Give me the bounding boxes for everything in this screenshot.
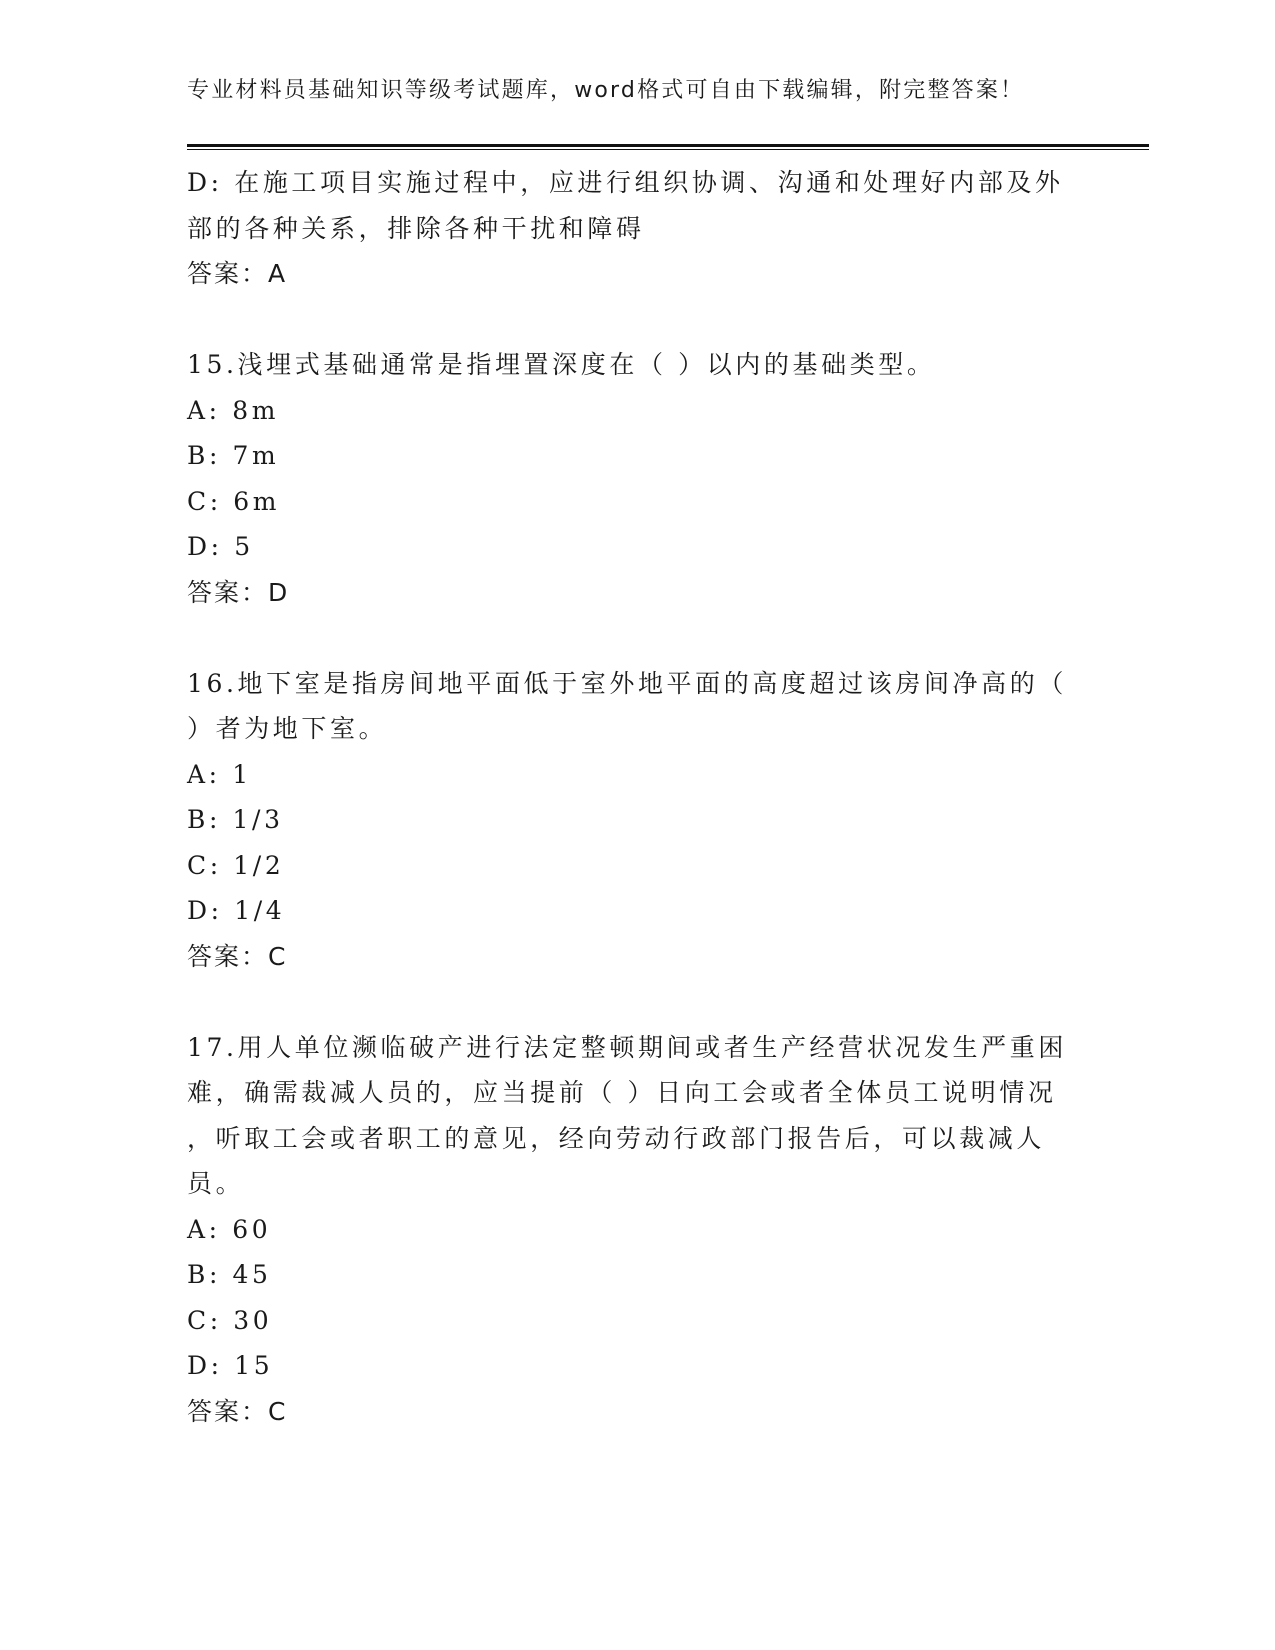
option-a: A: 8m xyxy=(187,395,280,425)
spacer xyxy=(187,297,1067,343)
option-b: B: 7m xyxy=(187,441,280,470)
question-16 xyxy=(187,661,1067,980)
header-divider-thick xyxy=(187,144,1149,147)
question-stem: 16.地下室是指房间地平面低于室外地平面的高度超过该房间净高的（ xyxy=(187,668,1067,698)
answer-line: 答案：A xyxy=(187,259,288,288)
question-stem: 17.用人单位濒临破产进行法定整顿期间或者生产经营状况发生严重困 xyxy=(187,1032,1067,1062)
answer-line: 答案：D xyxy=(187,577,290,607)
option-b: B: 1/3 xyxy=(187,805,284,834)
spacer xyxy=(187,615,1067,661)
option-a: A: 60 xyxy=(187,1214,272,1244)
header-divider-thin xyxy=(187,149,1149,150)
option-d: D: 1/4 xyxy=(187,896,286,925)
question-stem: 难，确需裁减人员的，应当提前（ ）日向工会或者全体员工说明情况 xyxy=(187,1078,1057,1107)
option-d: D: 15 xyxy=(187,1351,274,1380)
question-stem: 15.浅埋式基础通常是指埋置深度在（ ）以内的基础类型。 xyxy=(187,350,936,379)
question-stem: 员。 xyxy=(187,1169,245,1198)
option-line: D: 在施工项目实施过程中，应进行组织协调、沟通和处理好内部及外 xyxy=(187,168,1064,197)
spacer xyxy=(187,979,1067,1025)
question-stem: ，听取工会或者职工的意见，经向劳动行政部门报告后，可以裁减人 xyxy=(187,1123,1046,1153)
option-a: A: 1 xyxy=(187,759,252,789)
answer-line: 答案：C xyxy=(187,1396,288,1426)
option-line: 部的各种关系，排除各种干扰和障碍 xyxy=(187,213,645,243)
question-content xyxy=(187,160,1067,1434)
option-c: C: 6m xyxy=(187,486,281,516)
option-b: B: 45 xyxy=(187,1260,272,1289)
page-header: 专业材料员基础知识等级考试题库，word格式可自由下载编辑，附完整答案！ xyxy=(187,78,1025,103)
option-d: D: 5 xyxy=(187,532,254,561)
answer-line: 答案：C xyxy=(187,941,288,971)
question-stem: ）者为地下室。 xyxy=(187,714,388,743)
option-c: C: 30 xyxy=(187,1305,273,1335)
question-17 xyxy=(187,1025,1067,1435)
question-15 xyxy=(187,342,1067,615)
option-c: C: 1/2 xyxy=(187,850,285,880)
